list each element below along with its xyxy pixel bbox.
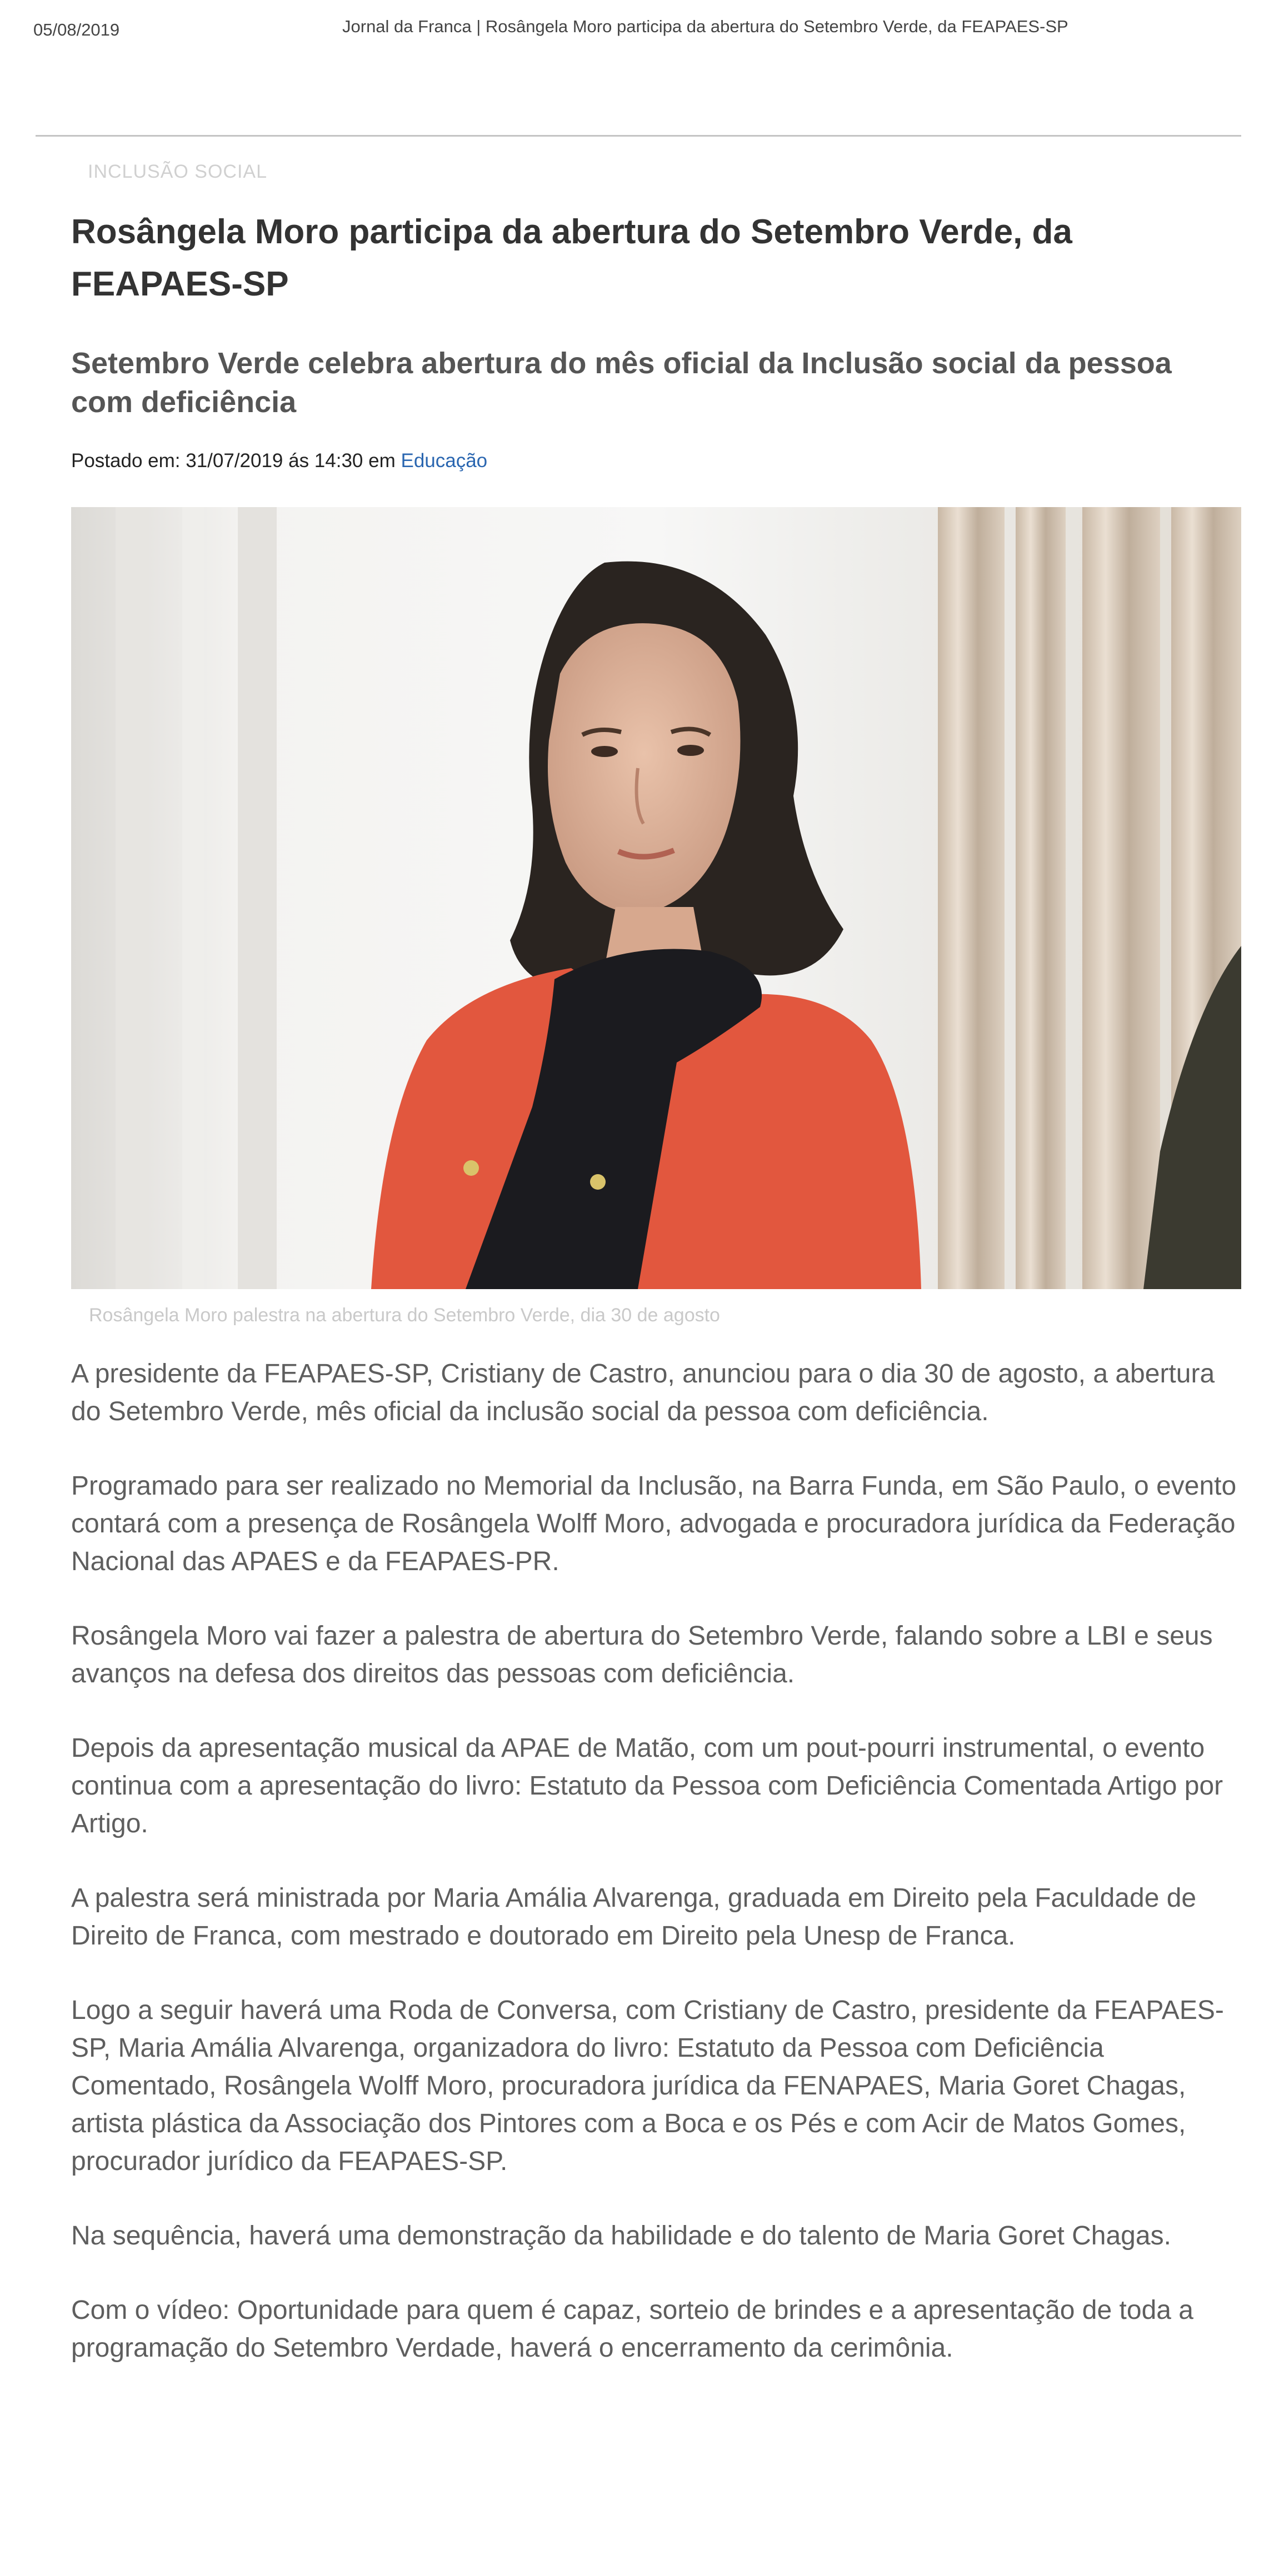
paragraph: Com o vídeo: Oportunidade para quem é capaz, sorteio de brindes e a apresentação de toda a programação do Setembro Verdade, haverá o encerramento da cerimônia.: [71, 2296, 1193, 2363]
article-title: Rosângela Moro participa da abertura do Setembro Verde, da FEAPAES-SP: [71, 213, 1072, 303]
article: [71, 161, 1241, 2404]
category-link[interactable]: Educação: [401, 450, 488, 472]
print-header: [0, 17, 1264, 50]
article-photo: [71, 507, 1241, 1289]
post-meta: [71, 449, 1241, 473]
paragraph: Na sequência, haverá uma demonstração da habilidade e do talento de Maria Goret Chagas.: [71, 2221, 1171, 2251]
paragraph: Rosângela Moro vai fazer a palestra de abertura do Setembro Verde, falando sobre a LBI e seus avanços na defesa dos direitos das pessoas com deficiência.: [71, 1621, 1213, 1688]
article-subtitle: Setembro Verde celebra abertura do mês oficial da Inclusão social da pessoa com deficiência: [71, 347, 1172, 419]
paragraph: Programado para ser realizado no Memorial da Inclusão, na Barra Funda, em São Paulo, o evento contará com a presença de Rosângela Wolff Moro, advogada e procuradora jurídica da Federação Nacional das APAES e da FEAPAES-PR.: [71, 1471, 1237, 1576]
print-date: 05/08/2019: [33, 20, 120, 39]
print-page-title: Jornal da Franca | Rosângela Moro participa da abertura do Setembro Verde, da FEAPAES-SP: [342, 17, 1068, 36]
posted-date-text: Postado em: 31/07/2019 ás 14:30 em: [71, 450, 401, 472]
paragraph: Depois da apresentação musical da APAE de Matão, com um pout-pourri instrumental, o evento continua com a apresentação do livro: Estatuto da Pessoa com Deficiência Comentada Artigo por Artigo.: [71, 1733, 1223, 1838]
portrait-photo-icon: [71, 507, 1241, 1289]
header-divider: [36, 135, 1241, 137]
paragraph: Logo a seguir haverá uma Roda de Conversa, com Cristiany de Castro, presidente da FEAPAES-SP, Maria Amália Alvarenga, organizadora do livro: Estatuto da Pessoa com Deficiência Comentado, Rosângela Wolff Moro, procuradora jurídica da FENAPAES, Maria Goret Chagas, artista plástica da Associação dos Pintores com a Boca e os Pés e com Acir de Matos Gomes, procurador jurídico da FEAPAES-SP.: [71, 1996, 1224, 2176]
article-category[interactable]: INCLUSÃO SOCIAL: [88, 161, 267, 182]
paragraph: A presidente da FEAPAES-SP, Cristiany de Castro, anunciou para o dia 30 de agosto, a abertura do Setembro Verde, mês oficial da inclusão social da pessoa com deficiência.: [71, 1359, 1215, 1426]
paragraph: A palestra será ministrada por Maria Amália Alvarenga, graduada em Direito pela Faculdade de Direito de Franca, com mestrado e doutorado em Direito pela Unesp de Franca.: [71, 1883, 1197, 1951]
article-body: [71, 1355, 1241, 2367]
photo-caption: Rosângela Moro palestra na abertura do Setembro Verde, dia 30 de agosto: [89, 1305, 720, 1326]
